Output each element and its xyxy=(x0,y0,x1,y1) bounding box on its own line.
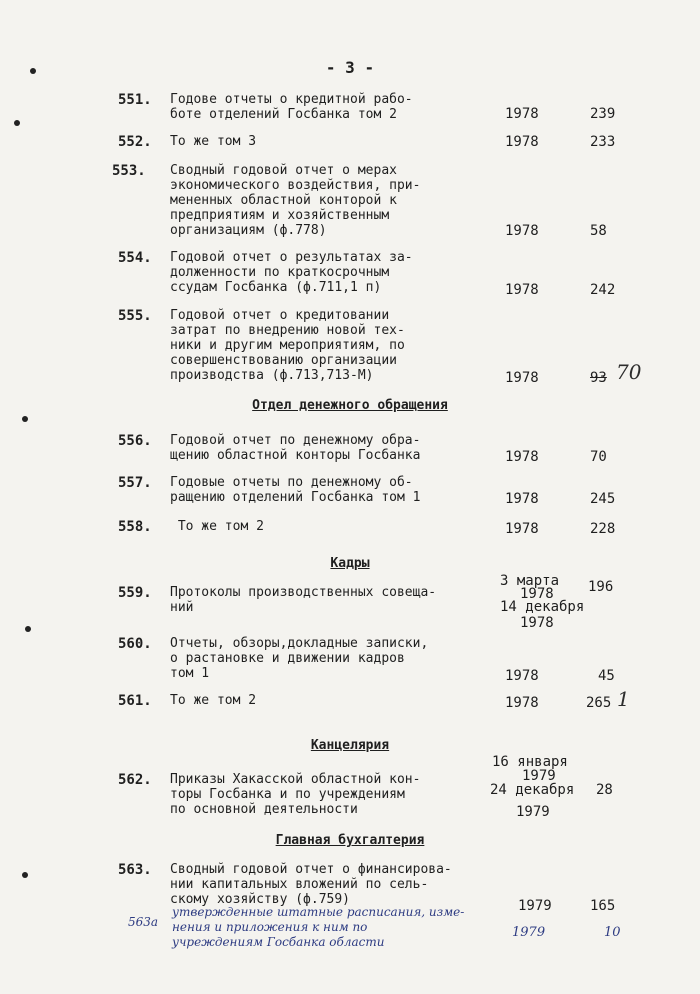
title-line: долженности по краткосрочным xyxy=(170,265,390,280)
title-line: Сводный годовой отчет о мерах xyxy=(170,163,397,178)
entry-year: 1978 xyxy=(505,668,539,684)
title-line: ний xyxy=(170,600,194,615)
entry-year: 1978 xyxy=(505,370,539,386)
entry-sheet-count: 70 xyxy=(590,449,607,465)
entry-year: 1978 xyxy=(505,695,539,711)
entry-sheet-count: 265 xyxy=(586,695,612,711)
title-line: мененных областной конторой к xyxy=(170,193,397,208)
entry-title xyxy=(170,163,500,238)
date-end-year: 1979 xyxy=(516,804,550,820)
entry-number: 561. xyxy=(118,693,152,709)
page-number: - 3 - xyxy=(325,58,375,77)
title-line: торы Госбанка и по учреждениям xyxy=(170,787,405,802)
entry-sheet-count: 165 xyxy=(590,898,616,914)
entry-number: 557. xyxy=(118,475,152,491)
title-line: ссудам Госбанка (ф.711,1 п) xyxy=(170,280,382,295)
entry-number: 552. xyxy=(118,134,152,150)
title-line: скому хозяйству (ф.759) xyxy=(170,892,351,907)
section-heading-accounting: Главная бухгалтерия xyxy=(275,833,425,848)
entry-title xyxy=(170,693,500,708)
entry-number: 560. xyxy=(118,636,152,652)
title-line: То же том 2 xyxy=(170,693,257,708)
binding-hole-mark xyxy=(25,626,31,632)
entry-sheet-count: 45 xyxy=(598,668,615,684)
entry-year: 1978 xyxy=(505,282,539,298)
section-heading-money: Отдел денежного обращения xyxy=(252,398,448,413)
title-line: То же том 3 xyxy=(170,134,257,149)
title-line: Сводный годовой отчет о финансирова- xyxy=(170,862,452,877)
entry-sheet-count: 242 xyxy=(590,282,616,298)
entry-title xyxy=(170,772,500,817)
title-line: о растановке и движении кадров xyxy=(170,651,405,666)
title-line: нии капитальных вложений по сель- xyxy=(170,877,429,892)
entry-number: 553. xyxy=(112,163,146,179)
title-line: экономического воздействия, при- xyxy=(170,178,421,193)
entry-sheet-count: 93 xyxy=(590,370,607,386)
title-line: ники и другим мероприятиям, по xyxy=(170,338,405,353)
entry-year: 1979 xyxy=(518,898,552,914)
title-line: затрат по внедрению новой тех- xyxy=(170,323,405,338)
title-line: организациям (ф.778) xyxy=(170,223,327,238)
entry-year: 1979 xyxy=(512,925,546,940)
title-line: по основной деятельности xyxy=(170,802,358,817)
entry-year: 1978 xyxy=(505,449,539,465)
date-end-year: 1978 xyxy=(520,615,554,631)
title-line: совершенствованию организации xyxy=(170,353,397,368)
entry-year: 1978 xyxy=(505,106,539,122)
entry-number: 562. xyxy=(118,772,152,788)
date-end: 24 декабря xyxy=(490,782,575,798)
entry-number: 554. xyxy=(118,250,152,266)
title-line: Годовой отчет по денежному обра- xyxy=(170,433,421,448)
entry-sheet-count: 58 xyxy=(590,223,607,239)
entry-number: 563. xyxy=(118,862,152,878)
date-end: 14 декабря xyxy=(500,599,585,615)
entry-number: 555. xyxy=(118,308,152,324)
title-line: То же том 2 xyxy=(170,519,264,534)
section-heading-cadres: Кадры xyxy=(330,556,370,571)
entry-number: 558. xyxy=(118,519,152,535)
handwritten-correction: 70 xyxy=(616,360,642,384)
title-line: щению областной конторы Госбанка xyxy=(170,448,421,463)
title-line: Отчеты, обзоры,докладные записки, xyxy=(170,636,429,651)
entry-year: 1978 xyxy=(505,223,539,239)
title-line: боте отделений Госбанка том 2 xyxy=(170,107,397,122)
entry-title xyxy=(170,585,500,615)
entry-sheet-count: 245 xyxy=(590,491,616,507)
section-heading-office: Канцелярия xyxy=(310,738,390,753)
entry-title xyxy=(170,519,500,534)
title-line: Протоколы производственных совеща- xyxy=(170,585,437,600)
entry-number: 551. xyxy=(118,92,152,108)
entry-title xyxy=(170,92,500,122)
title-line: Годове отчеты о кредитной рабо- xyxy=(170,92,413,107)
title-line: ращению отделений Госбанка том 1 xyxy=(170,490,421,505)
entry-number: 556. xyxy=(118,433,152,449)
entry-sheet-count: 10 xyxy=(604,925,621,940)
entry-title xyxy=(170,134,500,149)
title-line: производства (ф.713,713-М) xyxy=(170,368,374,383)
entry-sheet-count: 239 xyxy=(590,106,616,122)
title-line: Годовой отчет о кредитовании xyxy=(170,308,390,323)
entry-title xyxy=(170,250,500,295)
entry-title xyxy=(170,308,500,383)
binding-hole-mark xyxy=(22,416,28,422)
entry-year: 1978 xyxy=(505,491,539,507)
entry-sheet-count: 28 xyxy=(596,782,613,798)
title-line: Приказы Хакасской областной кон- xyxy=(170,772,421,787)
entry-number: 563а xyxy=(128,915,159,929)
entry-sheet-count: 196 xyxy=(588,579,614,595)
entry-title xyxy=(170,475,500,505)
entry-sheet-count: 233 xyxy=(590,134,616,150)
title-line: утвержденные штатные расписания, изме- xyxy=(172,905,465,919)
entry-title xyxy=(170,636,500,681)
entry-title xyxy=(172,905,512,950)
entry-year: 1978 xyxy=(505,521,539,537)
entry-number: 559. xyxy=(118,585,152,601)
entry-title xyxy=(170,862,500,907)
title-line: Годовые отчеты по денежному об- xyxy=(170,475,413,490)
binding-hole-mark xyxy=(14,120,20,126)
title-line: нения и приложения к ним по xyxy=(172,920,368,934)
date-start: 3 марта xyxy=(500,573,560,589)
binding-hole-mark xyxy=(22,872,28,878)
title-line: учреждениям Госбанка области xyxy=(172,935,385,949)
entry-year: 1978 xyxy=(505,134,539,150)
date-start-year: 1978 xyxy=(520,586,554,602)
title-line: том 1 xyxy=(170,666,210,681)
date-start: 16 января xyxy=(492,754,568,770)
title-line: Годовой отчет о результатах за- xyxy=(170,250,413,265)
date-start-year: 1979 xyxy=(522,768,556,784)
entry-sheet-count: 228 xyxy=(590,521,616,537)
handwritten-correction: 1 xyxy=(617,687,630,711)
entry-title xyxy=(170,433,500,463)
binding-hole-mark xyxy=(30,68,36,74)
title-line: предприятиям и хозяйственным xyxy=(170,208,390,223)
